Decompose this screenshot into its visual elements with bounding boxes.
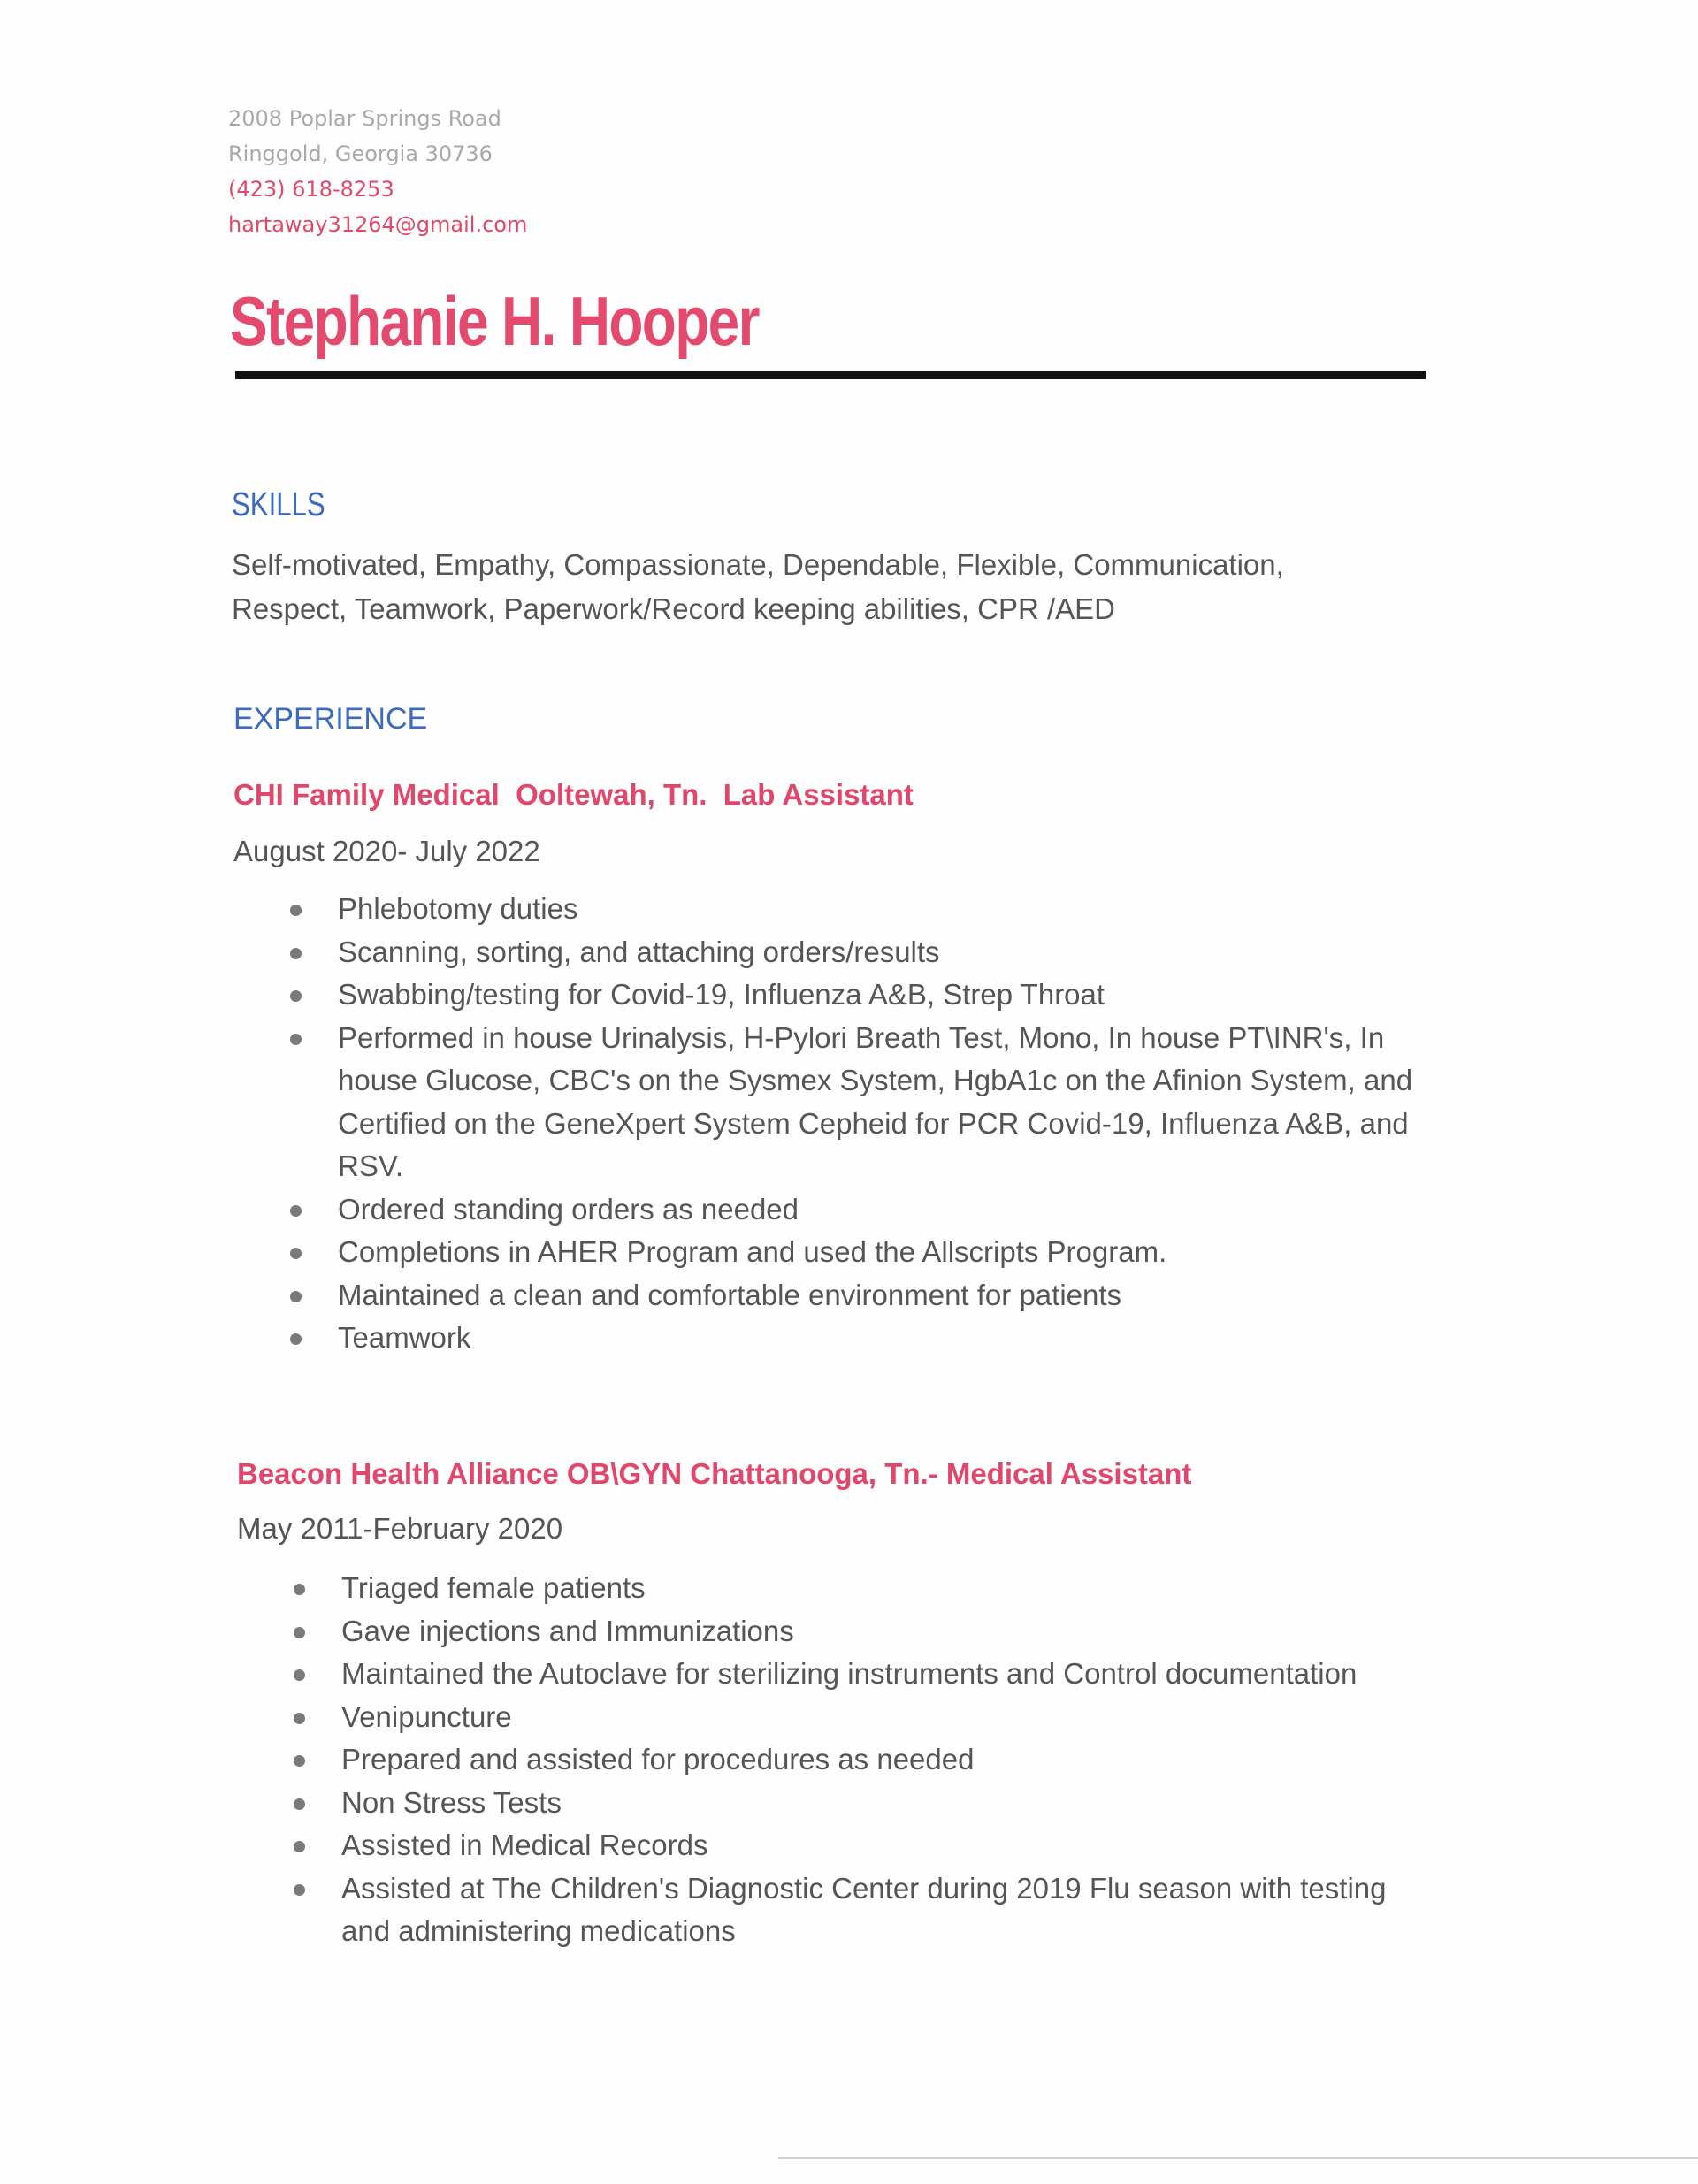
bullet-icon [290, 905, 302, 916]
list-item [237, 1653, 1440, 1696]
bullet-icon [294, 1884, 305, 1896]
list-item [233, 1317, 1436, 1360]
duty-text: Maintained a clean and comfortable environment for patients [338, 1278, 1122, 1311]
list-item [233, 974, 1436, 1017]
address-line-1: 2008 Poplar Springs Road [228, 106, 501, 131]
bullet-icon [290, 990, 302, 1002]
job-duties-list [237, 1567, 1440, 1953]
list-item [237, 1867, 1440, 1953]
list-item [233, 1188, 1436, 1232]
header-divider [235, 371, 1426, 379]
list-item [233, 888, 1436, 931]
skills-heading: SKILLS [232, 486, 325, 523]
duty-text: Venipuncture [341, 1699, 512, 1733]
bullet-icon [290, 948, 302, 959]
bullet-icon [290, 1291, 302, 1302]
bullet-icon [290, 1248, 302, 1259]
duty-text: Performed in house Urinalysis, H-Pylori Breath Test, Mono, In house PT\INR's, In house Glucose, CBC's on the Sysmex System, HgbA1c on the Afinion System, and Certified on the GeneXpert System Cepheid for PCR Covid-19, Influenza A&B, and RSV. [338, 1020, 1413, 1182]
list-item [233, 1231, 1436, 1274]
list-item [237, 1824, 1440, 1867]
bullet-icon [294, 1627, 305, 1638]
duty-text: Gave injections and Immunizations [341, 1614, 794, 1647]
list-item [237, 1696, 1440, 1739]
list-item [237, 1567, 1440, 1610]
duty-text: Non Stress Tests [341, 1785, 562, 1819]
job-title: CHI Family Medical Ooltewah, Tn. Lab Assistant [233, 778, 914, 811]
bullet-icon [294, 1798, 305, 1810]
contact-block [228, 101, 527, 242]
bullet-icon [294, 1841, 305, 1852]
skills-text: Self-motivated, Empathy, Compassionate, Dependable, Flexible, Communication, Respect, Teamwork, Paperwork/Record keeping abilities, CPR /AED [232, 548, 1284, 625]
list-item [237, 1610, 1440, 1653]
experience-heading: EXPERIENCE [233, 702, 428, 736]
bullet-icon [290, 1034, 302, 1045]
duty-text: Assisted at The Children's Diagnostic Center during 2019 Flu season with testing and administering medications [341, 1871, 1387, 1947]
duty-text: Teamwork [338, 1321, 471, 1354]
duty-text: Prepared and assisted for procedures as needed [341, 1743, 975, 1775]
duty-text: Ordered standing orders as needed [338, 1192, 799, 1226]
bullet-icon [290, 1205, 302, 1217]
list-item [237, 1782, 1440, 1825]
job-dates: August 2020- July 2022 [233, 835, 540, 867]
list-item [233, 931, 1436, 974]
bullet-icon [294, 1713, 305, 1724]
bullet-icon [290, 1333, 302, 1345]
duty-text: Maintained the Autoclave for sterilizing instruments and Control documentation [341, 1657, 1358, 1690]
duty-text: Scanning, sorting, and attaching orders/results [338, 935, 940, 968]
list-item [233, 1274, 1436, 1317]
duty-text: Completions in AHER Program and used the Allscripts Program. [338, 1235, 1167, 1268]
phone-number: (423) 618-8253 [228, 177, 394, 202]
list-item [233, 1017, 1436, 1188]
scan-edge-line [778, 2157, 1698, 2159]
job-duties-list [233, 888, 1436, 1360]
job-dates: May 2011-February 2020 [237, 1512, 563, 1545]
address-line-2: Ringgold, Georgia 30736 [228, 141, 493, 166]
candidate-name: Stephanie H. Hooper [230, 282, 759, 360]
bullet-icon [294, 1755, 305, 1767]
duty-text: Swabbing/testing for Covid-19, Influenza A&B, Strep Throat [338, 978, 1105, 1011]
email-address: hartaway31264@gmail.com [228, 212, 528, 237]
duty-text: Phlebotomy duties [338, 892, 578, 925]
duty-text: Triaged female patients [341, 1571, 646, 1604]
duty-text: Assisted in Medical Records [341, 1829, 708, 1861]
job-title: Beacon Health Alliance OB\GYN Chattanooga, Tn.- Medical Assistant [237, 1457, 1192, 1490]
list-item [237, 1738, 1440, 1782]
bullet-icon [294, 1584, 305, 1595]
bullet-icon [294, 1669, 305, 1681]
